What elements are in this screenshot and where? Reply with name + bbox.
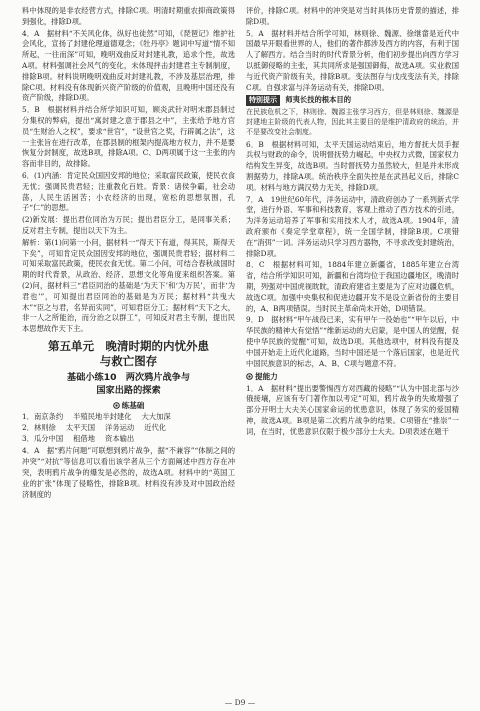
paragraph: 4．A 据材料“不关风化体，纵好也徒然”可知，《琵琶记》维护社会风化，宣扬了封建伦理道德观念；《牡丹亭》题词中写道“情不知所起，一往而深”可知，晚明戏曲反对封建礼教，追求个性，故选A项。材料强调社会风气的变化，未体现抨击封建君主专制制度，排除B项。材料说明晚明戏曲反对封建礼教，不涉及基层治理，排除C项。材料没有体现新兴资产阶级的价值观，且晚明中国还没有资产阶级，排除D项。 <box>22 28 235 103</box>
paragraph: 1．A 据材料“提出要警惕西方对西藏的侵略”“认为中国北部与沙俄接壤，应该有专门著作加以考定”可知，鸦片战争的失败增强了部分开明士大夫关心国家命运的忧患意识，体现了务实的爱国精神，故选A项。B项是第二次鸦片战争的结果。C项错在“推崇”一词，在当时，忧患意识仅限于极少部分士大夫。D项表述在题干 <box>246 383 459 436</box>
right-column <box>246 6 459 439</box>
paragraph: 5．A 据材料并结合所学可知，林则徐、魏源、徐继畲是近代中国最早开眼看世界的人，他们的著作都涉及西方的内容，有利于国人了解西方。结合当时的时代背景分析，他们初步提出向西方学习以抵御侵略的主张，其共同所求是强国御侮，故选A项。实业救国与近代资产阶级有关，排除B项。变法图存与戊戌变法有关，排除C项。自强求富与洋务运动有关，排除D项。 <box>246 28 459 92</box>
lesson-title: 基础小练10 两次鸦片战争与 国家出路的探索 <box>66 371 191 396</box>
paragraph: 评价，排除C项。材料中的冲突是对当时具体历史背景的描述，排除D项。 <box>246 6 459 26</box>
answer-row: 2．林则徐 太平天国 洋务运动 近代化 <box>22 422 167 432</box>
paragraph: 解析：第(1)问第一小问，据材料一“得天下有道，得其民，斯得天下矣”，可知肯定民众国因安邦的地位，强调民贵君轻；据材料二可知采取富民政策，使民衣食无忧。第二小问，可结合春秋战国时期的时代背景，从政治、经济、思想文化等角度来组织答案。第(2)问，据材料三“君臣同治的基础是‘为天下’和‘为万民’，而非‘为君也’”，可知提出君臣同治的基础是为万民；据材料“共曳大木”“臣之与君，名异而实同”，可知君臣分工；据材料“天下之大，非一人之所能治，而分治之以群工”，可知反对君主专制，提出民本思想故作天下主。 <box>22 237 235 334</box>
circle-icon <box>113 402 120 409</box>
paragraph: 5．B 根据材料并结合所学知识可知，顾炎武针对明末郡县制过分集权的弊病，提出“寓封建之意于郡县之中”，主张给予地方官员“生财治人之权”，要求“世官”，“设世官之奖，行辟属之法”，这一主张旨在进行改革，在郡县制的框架内提高地方权力，并不是要恢复分封制度，故选B项，排除A项。C、D两项属于这一主张的内容而非目的，故排除。 <box>22 105 235 169</box>
unit-title: 第五单元 晚清时期的内忧外患 与救亡图存 <box>48 338 209 369</box>
paragraph: 6．(1)内涵：肯定民众国因安邦的地位；采取富民政策，使民衣食无忧；强调民贵君轻；注重教化百姓。背景：诸侯争霸，社会动荡，人民生活困苦；小农经济的出现，宽松的思想氛围，孔子“仁”的思想。 <box>22 170 235 213</box>
page-number: — D9 — <box>224 698 256 707</box>
left-column <box>22 6 235 501</box>
paragraph: 9．D 据材料“甲午战役已来，实有甲午一役始也”“甲午以后，中华民族的精神大有觉悟”“维新运动的大启蒙，是中国人的觉醒，促使中华民族的觉醒”可知，故选D项。其他选项中，材料没有提及中国开始走上近代化道路，当时中国还是一个落后国家，也是近代中国民族意识的标志，A、B、C项与题意不符。 <box>246 315 459 368</box>
tip-title: 师夷长技的根本目的 <box>285 95 351 105</box>
answer-row: 1．南京条约 半殖民地半封建化 大大加深 <box>22 411 171 421</box>
answer-list <box>22 412 235 444</box>
paragraph: (2)新发展：提出君位同治为万民；提出君臣分工，是同事关系；反对君主专制，提出以天下为主。 <box>22 215 235 235</box>
tip-label: 特别提示 <box>246 95 280 105</box>
paragraph: 4．A 据“鸦片问题”可联想到鸦片战争，据“不兼容”“体制之间的冲突”“对抗”等信息可以看出该学者从三个方面阐述中西方存在冲突，表明鸦片战争的爆发是必然的，故选A项。材料中的“英国工业的扩张”体现了侵略性，排除B项。材料没有涉及对中国政治经济制度的 <box>22 446 235 499</box>
paragraph: 6．B 根据材料可知，太平天国运动结束后，地方督抚大员手握兵权与财政的命令，说明督抚势力崛起，中央权力式微，国家权力结构发生异变，故选B项。当时督抚势力虽然较大，但是并未形成割据势力，排除A项。统治秩序全面失控是在武昌起义后，排除C项。材料与地方满汉势力无关，排除D项。 <box>246 139 459 192</box>
answer-row: 3．瓜分中国 租借地 资本输出 <box>22 433 135 443</box>
tip-body: 在民族危机之下，林则徐、魏源主张学习西方，但是林则徐、魏源是封建地主阶级的代表人物，因此其主要目的是维护清政府的统治，并不是要改变社会制度。 <box>246 108 459 137</box>
section-heading-basic: 练基础 <box>22 400 235 411</box>
paragraph: 7．A 19世纪60年代，洋务运动中，清政府创办了一系列新式学堂，进行外语、军事和科技教育，客观上推动了西方技术的引进，为洋务运动培养了军事和实用技术人才，故选A项。1904年，清政府颁布《奏定学堂章程》，统一全国学制，排除B项。C项错在“消弭”一词。洋务运动只学习西方器物，不寻求改变封建统治，排除D项。 <box>246 194 459 258</box>
paragraph: 料中体现的是非农经营方式，排除C项。明清时期重农抑商政策得到强化，排除D项。 <box>22 6 235 26</box>
special-tip <box>246 95 459 137</box>
paragraph: 8．C 根据材料可知，1884年建立新疆省，1885年建立台湾省，结合所学知识可知，新疆和台湾均位于我国边疆地区，晚清时期，列强对中国虎视眈眈，清政府建省主要是为了应对边疆危机，故选C项。加强中央集权和促进边疆开发不是设立新省份的主要目的，A、B两项错误。当时民主革命尚未开始，D项错误。 <box>246 260 459 313</box>
section-heading-advanced: 提能力 <box>246 371 459 382</box>
circle-icon <box>246 373 253 380</box>
